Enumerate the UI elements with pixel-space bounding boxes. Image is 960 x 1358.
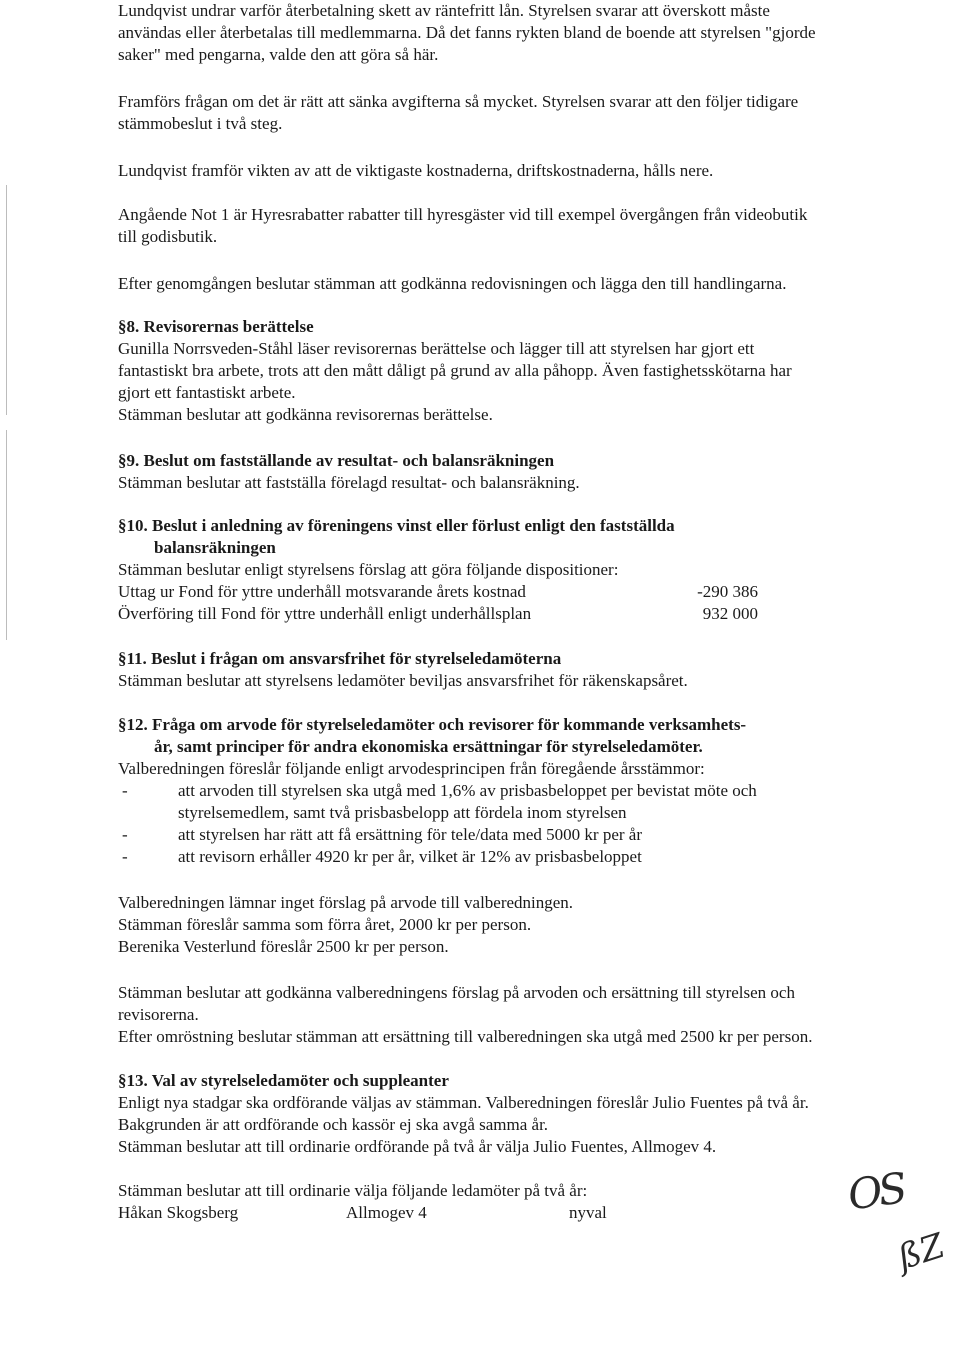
text-line: gjort ett fantastiskt arbete.	[118, 383, 296, 402]
text-line: Stämman beslutar att till ordinarie välja följande ledamöter på två år:	[118, 1181, 588, 1200]
section-number: §10.	[118, 516, 148, 535]
disposition-amount: -290 386	[697, 582, 758, 601]
text-line: att arvoden till styrelsen ska utgå med 1,6% av prisbasbeloppet per bevistat möte och	[178, 781, 757, 800]
section-9	[118, 450, 580, 494]
text-line: Efter genomgången beslutar stämman att godkänna redovisningen och lägga den till handlingarna.	[118, 274, 787, 293]
text-line: saker" med pengarna, valde den att göra så här.	[118, 45, 439, 64]
text-line: att styrelsen har rätt att få ersättning för tele/data med 5000 kr per år	[178, 825, 643, 844]
section-heading	[118, 515, 758, 559]
section-12-proposals	[118, 892, 573, 958]
text-line: Stämman beslutar att till ordinarie ordförande på två år välja Julio Fuentes, Allmogev 4.	[118, 1137, 717, 1156]
list-item	[118, 824, 757, 846]
section-number: §8.	[118, 317, 140, 336]
list-item	[118, 846, 757, 868]
disposition-amount: 932 000	[702, 604, 758, 623]
section-8	[118, 316, 792, 426]
section-12-decision	[118, 982, 812, 1048]
text-line: Angående Not 1 är Hyresrabatter rabatter till hyresgäster vid till exempel övergången från videobutik	[118, 205, 808, 224]
text-line: användas eller återbetalas till medlemmarna. Då det fanns rykten bland de boende att styrelsen "gjorde	[118, 23, 816, 42]
bullet-dash: -	[122, 847, 128, 866]
section-title-cont: balansräkningen	[154, 538, 276, 557]
text-line: Enligt nya stadgar ska ordförande väljas av stämman. Valberedningen föreslår Julio Fuentes på två år.	[118, 1093, 809, 1112]
section-number: §12.	[118, 715, 148, 734]
section-heading	[118, 1070, 809, 1092]
text-line: stämmobeslut i två steg.	[118, 114, 283, 133]
section-heading	[118, 450, 580, 472]
section-heading	[118, 316, 792, 338]
section-title: Beslut i anledning av föreningens vinst eller förlust enligt den fastställda	[152, 516, 675, 535]
section-heading	[118, 648, 688, 670]
section-title: Fråga om arvode för styrelseledamöter och revisorer för kommande verksamhets-	[152, 715, 747, 734]
bullet-dash: -	[122, 825, 128, 844]
member-row	[118, 1202, 607, 1224]
text-line: Framförs frågan om det är rätt att sänka avgifterna så mycket. Styrelsen svarar att den följer tidigare	[118, 92, 799, 111]
text-line: till godisbutik.	[118, 227, 218, 246]
text-line: Stämman beslutar att godkänna valberedningens förslag på arvoden och ersättning till styrelsen och	[118, 983, 795, 1002]
text-line: Lundqvist framför vikten av att de viktigaste kostnaderna, driftskostnaderna, hålls nere.	[118, 161, 714, 180]
text-line: Berenika Vesterlund föreslår 2500 kr per person.	[118, 937, 449, 956]
section-title: Val av styrelseledamöter och suppleanter	[151, 1071, 449, 1090]
paragraph-note	[118, 204, 807, 248]
text-line: Gunilla Norrsveden-Ståhl läser revisorernas berättelse och lägger till att styrelsen har gjort ett	[118, 339, 755, 358]
text-line: fantastiskt bra arbete, trots att den mått dåligt på grund av alla påhopp. Även fastighetsskötarna har	[118, 361, 792, 380]
section-number: §13.	[118, 1071, 148, 1090]
paragraph-costs	[118, 160, 713, 182]
text-line: Stämman föreslår samma som förra året, 2000 kr per person.	[118, 915, 532, 934]
section-title: Revisorernas berättelse	[143, 317, 314, 336]
paragraph-approve	[118, 273, 786, 295]
text-line: Bakgrunden är att ordförande och kassör ej ska avgå samma år.	[118, 1115, 549, 1134]
section-number: §9.	[118, 451, 140, 470]
handwritten-initials-os: OS	[844, 1163, 907, 1220]
member-status: nyval	[569, 1203, 607, 1222]
text-line: revisorerna.	[118, 1005, 199, 1024]
margin-line-lower	[6, 430, 7, 640]
text-line: styrelsemedlem, samt två prisbasbelopp att fördela inom styrelsen	[178, 803, 627, 822]
list-item	[118, 780, 757, 824]
disposition-description: Uttag ur Fond för yttre underhåll motsvarande årets kostnad	[118, 582, 526, 601]
section-11	[118, 648, 688, 692]
section-heading	[118, 714, 757, 758]
text-line: Valberedningen föreslår följande enligt arvodesprincipen från föregående årsstämmor:	[118, 759, 705, 778]
section-title: Beslut om fastställande av resultat- och balansräkningen	[143, 451, 555, 470]
handwritten-initials-bz: ßZ	[892, 1225, 950, 1279]
text-line: Stämman beslutar enligt styrelsens förslag att göra följande dispositioner:	[118, 560, 619, 579]
section-13	[118, 1070, 809, 1158]
text-line: Stämman beslutar att styrelsens ledamöter beviljas ansvarsfrihet för räkenskapsåret.	[118, 671, 688, 690]
text-line: Efter omröstning beslutar stämman att ersättning till valberedningen ska utgå med 2500 kr per person.	[118, 1027, 813, 1046]
text-line: Stämman beslutar att fastställa förelagd resultat- och balansräkning.	[118, 473, 580, 492]
margin-line-upper	[6, 185, 7, 415]
fee-principles-list	[118, 780, 757, 868]
section-10	[118, 515, 758, 625]
section-title-cont: år, samt principer för andra ekonomiska ersättningar för styrelseledamöter.	[154, 737, 703, 756]
paragraph-fees	[118, 91, 798, 135]
section-12	[118, 714, 757, 868]
section-13-members	[118, 1180, 607, 1224]
dispositions-table	[118, 581, 758, 625]
section-title: Beslut i frågan om ansvarsfrihet för styrelseledamöterna	[151, 649, 562, 668]
paragraph-repayment	[118, 0, 816, 66]
table-row	[118, 581, 758, 603]
member-name: Håkan Skogsberg	[118, 1203, 239, 1222]
text-line: Valberedningen lämnar inget förslag på arvode till valberedningen.	[118, 893, 574, 912]
section-number: §11.	[118, 649, 147, 668]
member-address: Allmogev 4	[346, 1203, 427, 1222]
text-line: Stämman beslutar att godkänna revisorernas berättelse.	[118, 405, 493, 424]
text-line: att revisorn erhåller 4920 kr per år, vilket är 12% av prisbasbeloppet	[178, 847, 642, 866]
text-line: Lundqvist undrar varför återbetalning skett av räntefritt lån. Styrelsen svarar att överskott måste	[118, 1, 770, 20]
disposition-description: Överföring till Fond för yttre underhåll enligt underhållsplan	[118, 604, 532, 623]
table-row	[118, 603, 758, 625]
bullet-dash: -	[122, 781, 128, 800]
